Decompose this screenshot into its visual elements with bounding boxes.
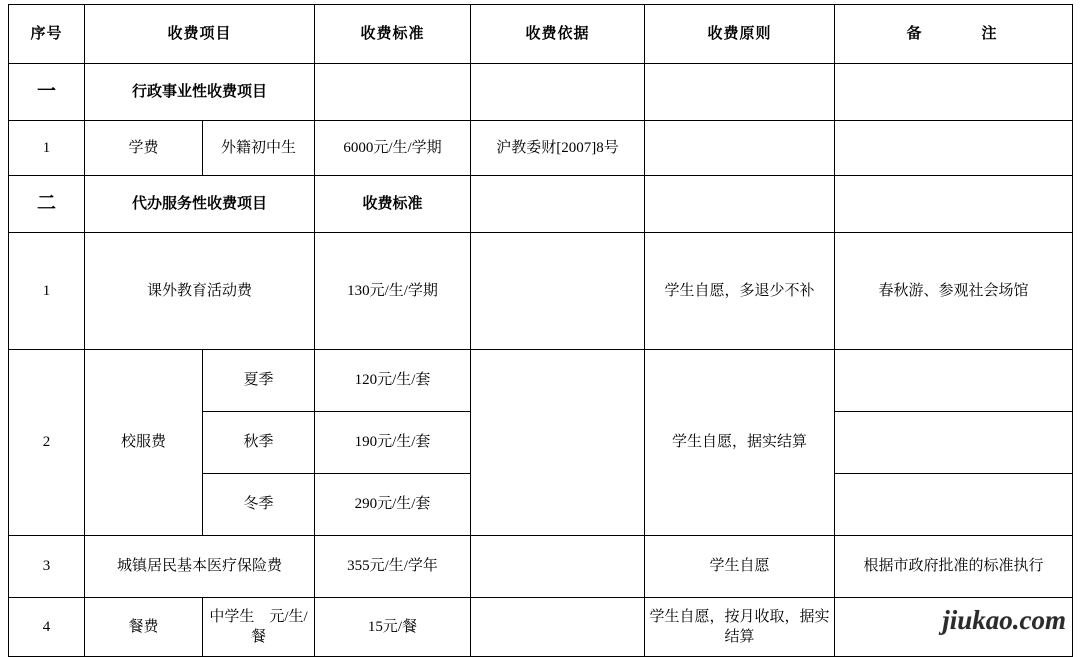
section2-no: 二 (9, 176, 85, 233)
row-sub-season: 冬季 (203, 474, 315, 536)
row-item: 餐费 (85, 598, 203, 657)
row-item: 课外教育活动费 (85, 233, 315, 350)
row-remark (835, 121, 1073, 176)
row-basis (471, 233, 645, 350)
row-no: 4 (9, 598, 85, 657)
section2-basis-blank (471, 176, 645, 233)
row-no: 1 (9, 233, 85, 350)
row-basis (471, 536, 645, 598)
row-item-sub: 外籍初中生 (203, 121, 315, 176)
row-standard: 355元/生/学年 (315, 536, 471, 598)
row-sub-season: 夏季 (203, 350, 315, 412)
table-row (9, 233, 1073, 350)
section2-standard-label: 收费标准 (315, 176, 471, 233)
row-remark (835, 474, 1073, 536)
section-row-agency-service (9, 176, 1073, 233)
section2-principle-blank (645, 176, 835, 233)
table-row (9, 350, 1073, 412)
row-item: 校服费 (85, 350, 203, 536)
section1-remark-blank (835, 64, 1073, 121)
section1-no: 一 (9, 64, 85, 121)
row-remark: 春秋游、参观社会场馆 (835, 233, 1073, 350)
table-header-row (9, 5, 1073, 64)
row-no: 1 (9, 121, 85, 176)
row-sub-season: 秋季 (203, 412, 315, 474)
row-no: 2 (9, 350, 85, 536)
section1-standard-blank (315, 64, 471, 121)
row-basis (471, 598, 645, 657)
header-principle: 收费原则 (645, 5, 835, 64)
row-remark (835, 412, 1073, 474)
row-principle: 学生自愿 (645, 536, 835, 598)
row-item: 学费 (85, 121, 203, 176)
row-remark: 根据市政府批准的标准执行 (835, 536, 1073, 598)
section2-remark-blank (835, 176, 1073, 233)
header-remark: 备 注 (835, 5, 1073, 64)
section1-title: 行政事业性收费项目 (85, 64, 315, 121)
row-principle (645, 121, 835, 176)
header-item: 收费项目 (85, 5, 315, 64)
row-standard: 120元/生/套 (315, 350, 471, 412)
table-row (9, 121, 1073, 176)
section-row-administrative (9, 64, 1073, 121)
row-standard: 190元/生/套 (315, 412, 471, 474)
row-principle: 学生自愿，据实结算 (645, 350, 835, 536)
row-item: 城镇居民基本医疗保险费 (85, 536, 315, 598)
row-no: 3 (9, 536, 85, 598)
row-standard: 15元/餐 (315, 598, 471, 657)
row-remark (835, 350, 1073, 412)
section1-basis-blank (471, 64, 645, 121)
row-principle: 学生自愿，多退少不补 (645, 233, 835, 350)
row-standard: 130元/生/学期 (315, 233, 471, 350)
header-basis: 收费依据 (471, 5, 645, 64)
header-no: 序号 (9, 5, 85, 64)
row-remark (835, 598, 1073, 657)
table-row (9, 598, 1073, 657)
watermark-logo: jiukao.com (942, 605, 1066, 635)
row-standard: 290元/生/套 (315, 474, 471, 536)
row-principle: 学生自愿，按月收取，据实结算 (645, 598, 835, 657)
section1-principle-blank (645, 64, 835, 121)
header-standard: 收费标准 (315, 5, 471, 64)
row-basis: 沪教委财[2007]8号 (471, 121, 645, 176)
row-basis (471, 350, 645, 536)
section2-title: 代办服务性收费项目 (85, 176, 315, 233)
document-page (0, 4, 1080, 645)
fee-schedule-table (8, 4, 1073, 657)
row-item-sub: 中学生 元/生/餐 (203, 598, 315, 657)
row-standard: 6000元/生/学期 (315, 121, 471, 176)
table-row (9, 536, 1073, 598)
